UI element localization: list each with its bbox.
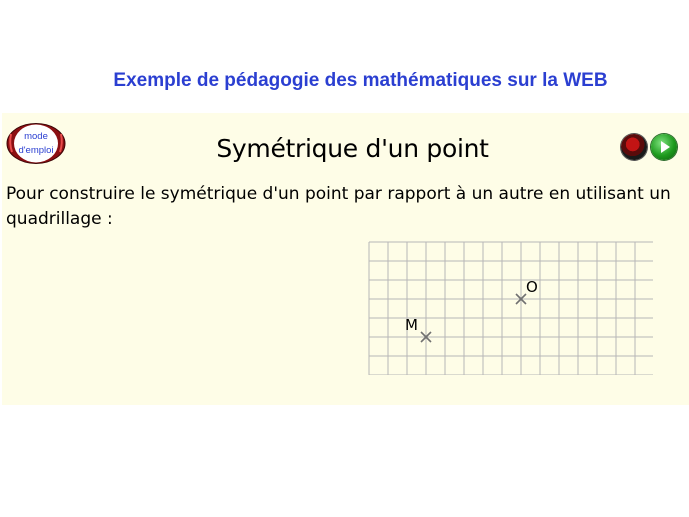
page-heading: Exemple de pédagogie des mathématiques sur la WEB <box>113 70 608 91</box>
instruction-text: Pour construire le symétrique d'un point par rapport à un autre en utilisant un quadrillage : <box>6 184 671 229</box>
point-m-label: M <box>405 316 418 334</box>
mode-label: mode <box>24 131 48 142</box>
point-o-label: O <box>526 278 538 296</box>
play-button[interactable] <box>651 134 677 160</box>
grid-area <box>368 241 653 380</box>
activity-title: Symétrique d'un point <box>216 134 489 163</box>
grid <box>368 241 653 375</box>
mode-emploi-button[interactable] <box>5 122 67 165</box>
mode-emploi-icon <box>5 122 67 165</box>
emploi-label: d'emploi <box>18 145 54 156</box>
stop-button[interactable] <box>621 134 647 160</box>
